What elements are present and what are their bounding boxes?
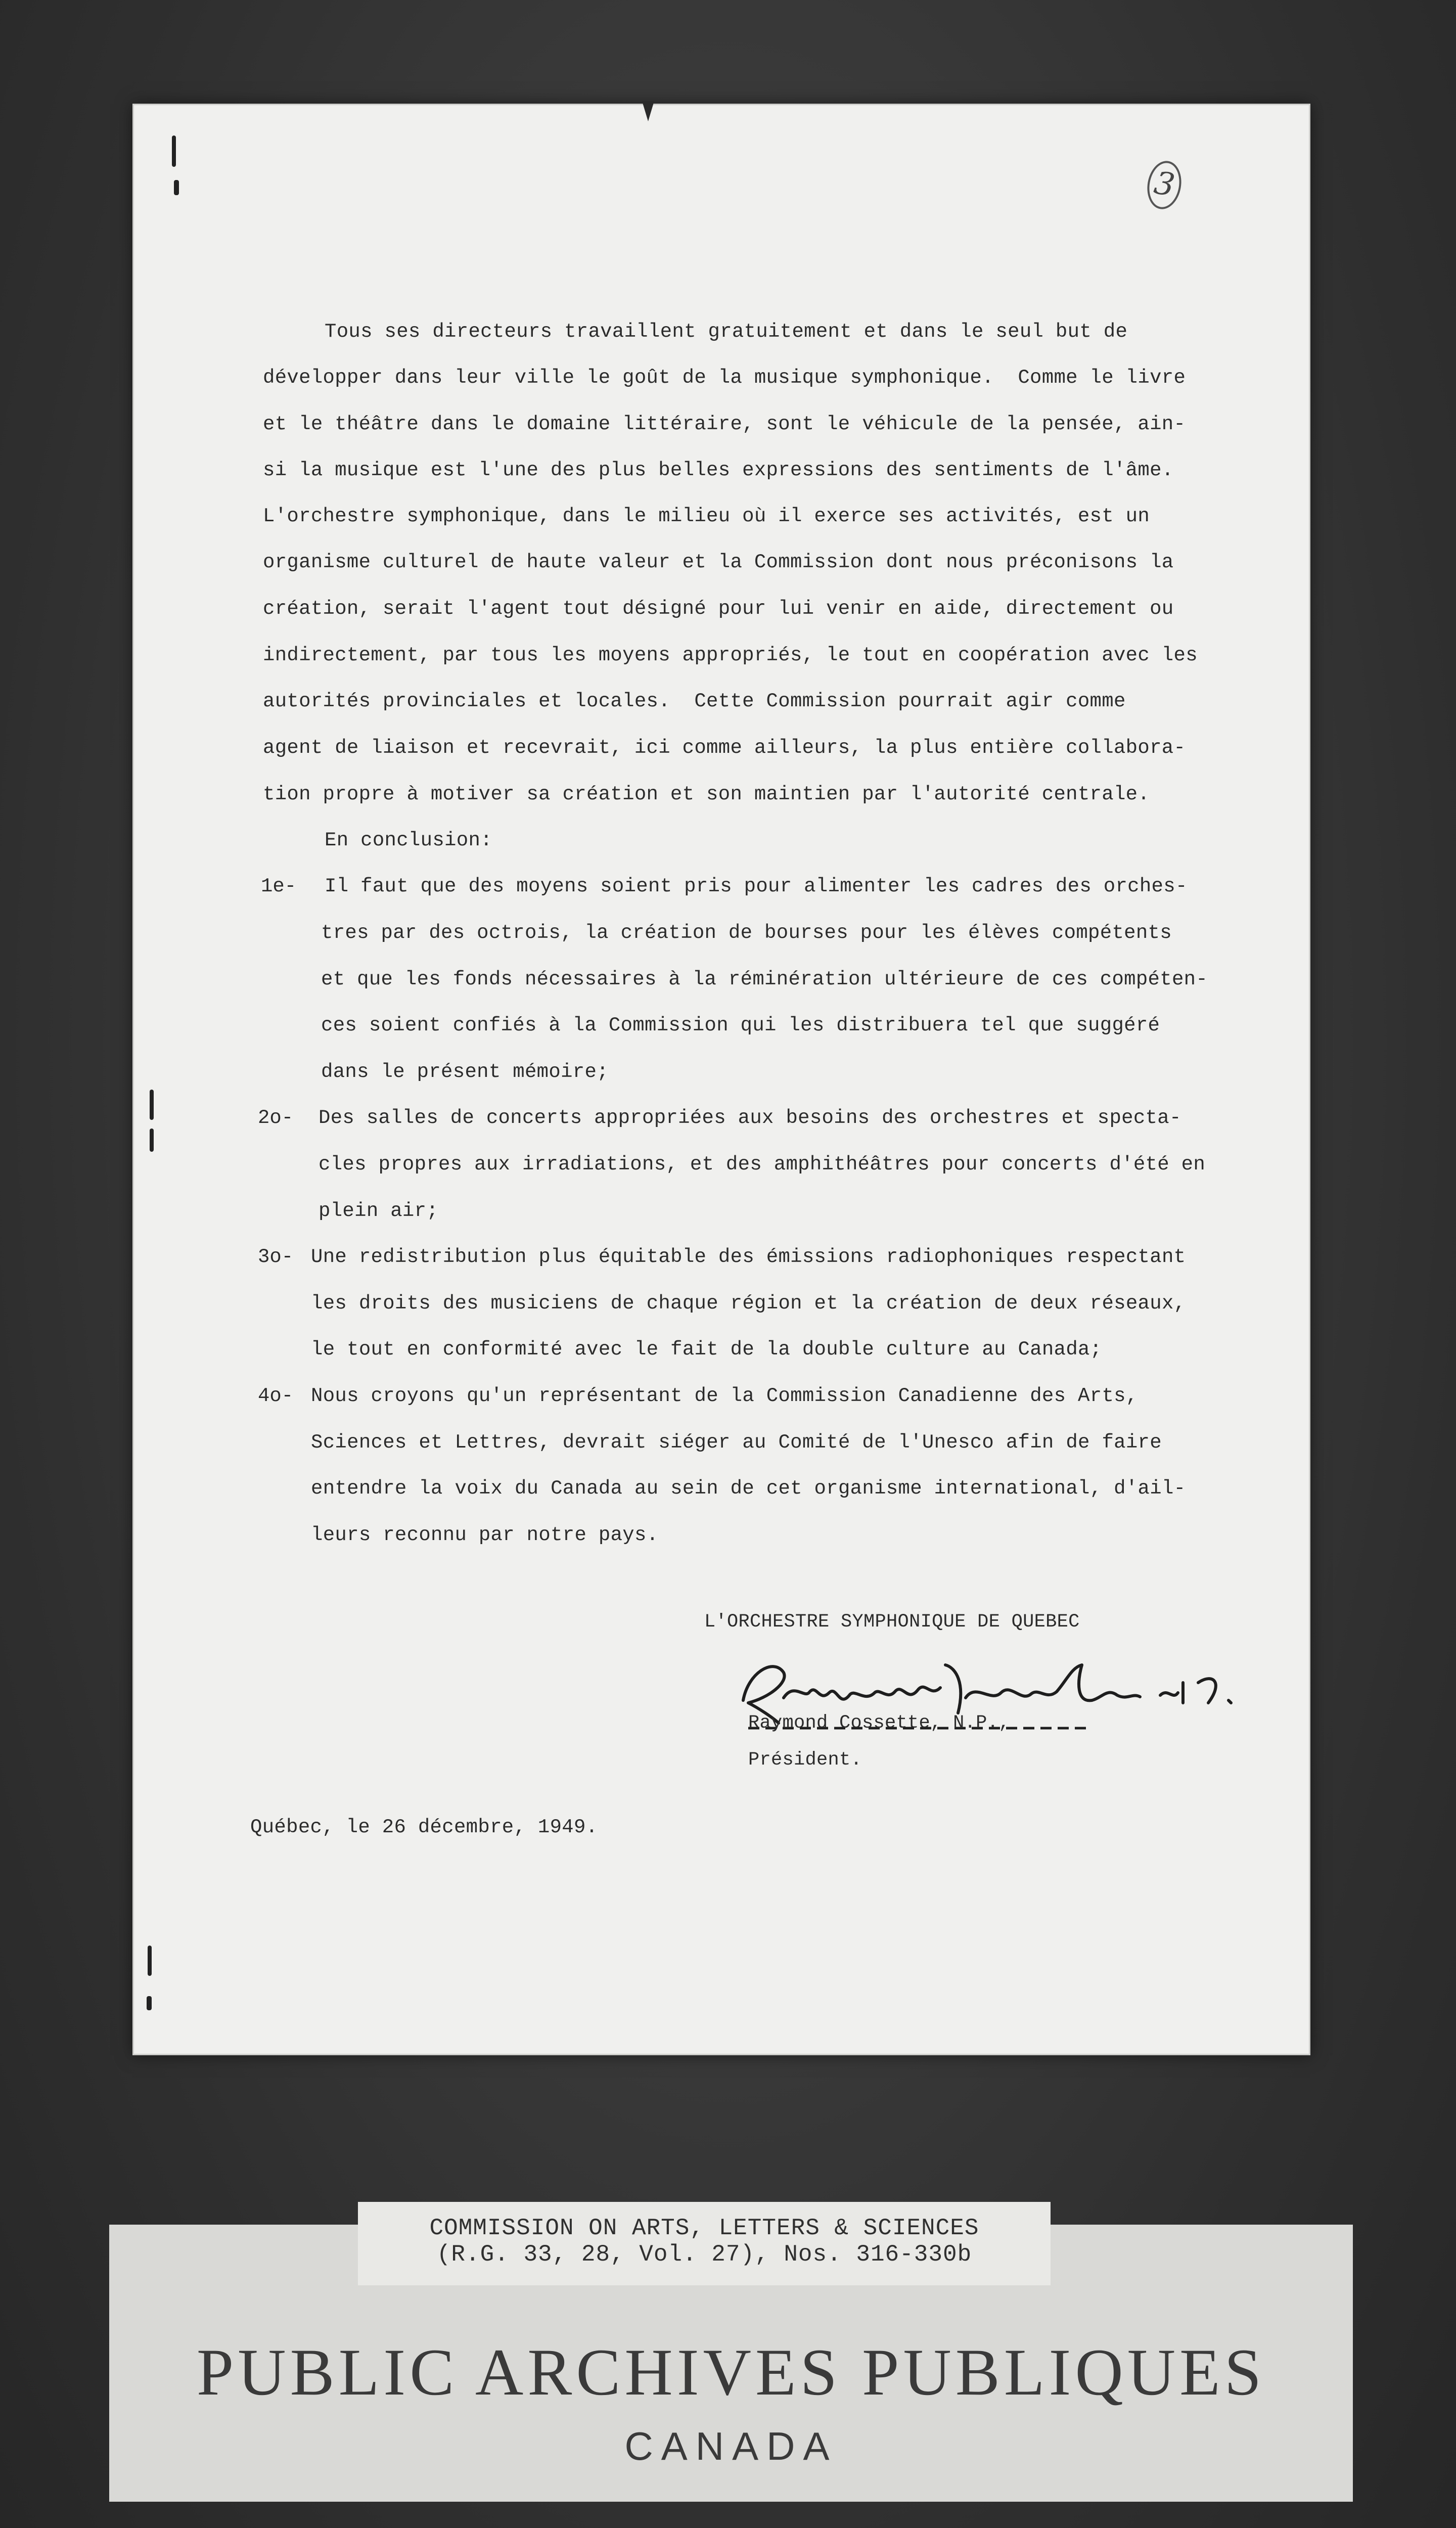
paragraph-line: Tous ses directeurs travaillent gratuitement et dans le seul but de [325,321,1128,343]
list-item-number: 2o- [258,1107,294,1129]
paragraph-line: tion propre à motiver sa création et son maintien par l'autorité centrale. [263,783,1150,805]
list-item-line: les droits des musiciens de chaque région et la création de deux réseaux, [311,1292,1186,1315]
paragraph-line: développer dans leur ville le goût de la musique symphonique. Comme le livre [263,367,1186,389]
margin-mark [174,180,179,195]
signer-name: Raymond Cossette, N.P., [748,1712,1010,1734]
list-item-number: 1e- [261,875,297,897]
paragraph-line: indirectement, par tous les moyens appropriés, le tout en coopération avec les [263,644,1198,666]
archive-label-line: (R.G. 33, 28, Vol. 27), Nos. 316-330b [436,2241,972,2268]
list-item-line: leurs reconnu par notre pays. [311,1524,659,1546]
list-item-line: le tout en conformité avec le fait de la double culture au Canada; [311,1338,1102,1361]
list-item-line: Nous croyons qu'un représentant de la Commission Canadienne des Arts, [311,1385,1138,1407]
margin-mark [150,1090,154,1120]
list-item-line: plein air; [318,1200,439,1222]
list-item-line: Il faut que des moyens soient pris pour alimenter les cadres des orches- [325,875,1188,897]
list-item-line: et que les fonds nécessaires à la réminération ultérieure de ces compéten- [321,968,1208,990]
list-item-line: Une redistribution plus équitable des émissions radiophoniques respectant [311,1246,1186,1268]
list-item-line: ces soient confiés à la Commission qui les distribuera tel que suggéré [321,1014,1160,1036]
margin-mark [150,1128,154,1152]
archive-country: CANADA [624,2424,838,2468]
list-item-line: Sciences et Lettres, devrait siéger au Comité de l'Unesco afin de faire [311,1431,1162,1454]
archive-label-line: COMMISSION ON ARTS, LETTERS & SCIENCES [429,2215,979,2241]
signer-title: Président. [748,1749,862,1771]
place-date: Québec, le 26 décembre, 1949. [250,1816,598,1838]
margin-mark [148,1946,152,1976]
paragraph-line: autorités provinciales et locales. Cette Commission pourrait agir comme [263,690,1126,712]
paragraph-line: agent de liaison et recevrait, ici comme ailleurs, la plus entière collabora- [263,737,1186,759]
list-item-line: cles propres aux irradiations, et des amphithéâtres pour concerts d'été en [318,1153,1206,1176]
margin-mark [172,136,176,167]
organization-name: L'ORCHESTRE SYMPHONIQUE DE QUEBEC [704,1611,1080,1633]
list-item-line: tres par des octrois, la création de bourses pour les élèves compétents [321,922,1172,944]
list-item-number: 4o- [258,1385,294,1407]
paragraph-line: et le théâtre dans le domaine littéraire, sont le véhicule de la pensée, ain- [263,413,1186,435]
paragraph-line: L'orchestre symphonique, dans le milieu où il exerce ses activités, est un [263,505,1150,527]
conclusion-heading: En conclusion: [325,829,492,851]
list-item-line: Des salles de concerts appropriées aux besoins des orchestres et specta- [318,1107,1181,1129]
archive-title: PUBLIC ARCHIVES PUBLIQUES [196,2335,1266,2409]
list-item-number: 3o- [258,1246,294,1268]
paragraph-line: création, serait l'agent tout désigné pour lui venir en aide, directement ou [263,598,1174,620]
archive-label [358,2202,1051,2285]
page-number: 3 [1144,158,1185,212]
paragraph-line: organisme culturel de haute valeur et la Commission dont nous préconisons la [263,551,1174,573]
paragraph-line: si la musique est l'une des plus belles expressions des sentiments de l'âme. [263,459,1174,481]
list-item-line: dans le présent mémoire; [321,1061,609,1083]
list-item-line: entendre la voix du Canada au sein de cet organisme international, d'ail- [311,1477,1186,1500]
margin-mark [147,1996,152,2010]
document-page [132,104,1310,2055]
